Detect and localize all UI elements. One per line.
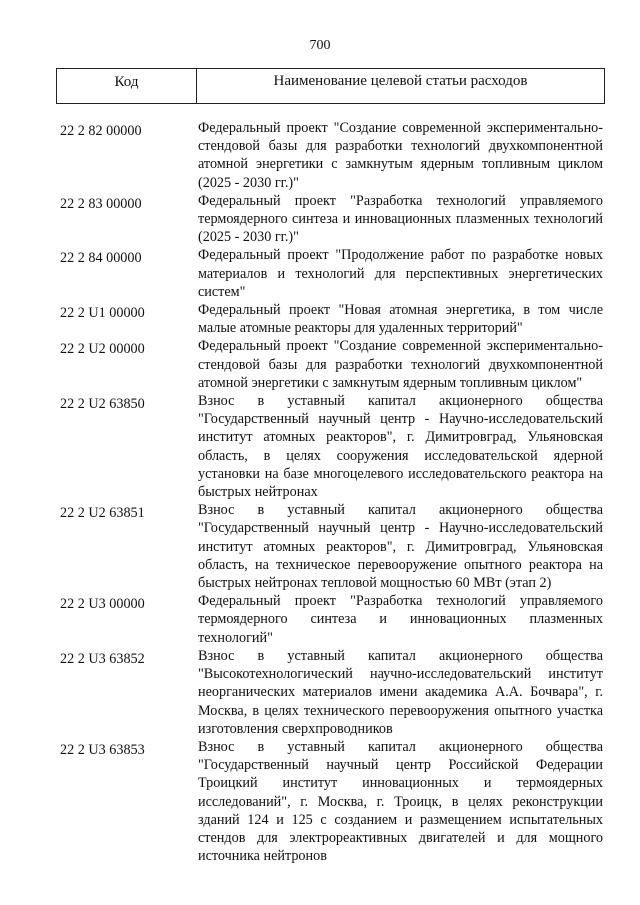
table-row	[0, 337, 640, 392]
table-row	[0, 192, 640, 247]
row-code: 22 2 82 00000	[60, 123, 142, 139]
row-text: Взнос в уставный капитал акционерного общества "Государственный научный центр - Научно-исследовательский институт атомных реакторов", г. Димитровград, Ульяновская область, на техническое перевооружение опытного реактора на быстрых нейтронах тепловой мощностью 60 МВт (этап 2)	[198, 502, 603, 592]
row-code: 22 2 U3 00000	[60, 596, 145, 613]
row-text: Федеральный проект "Новая атомная энергетика, в том числе малые атомные реакторы для удаленных территорий"	[198, 302, 603, 337]
row-code: 22 2 U2 00000	[60, 341, 145, 358]
table-body	[0, 119, 640, 865]
row-text: Федеральный проект "Разработка технологий управляемого термоядерного синтеза и инновационных плазменных технологий"	[198, 593, 603, 646]
table-row	[0, 246, 640, 301]
table-header	[56, 68, 605, 104]
table-row	[0, 501, 640, 592]
row-code: 22 2 84 00000	[60, 250, 142, 267]
row-code: 22 2 U2 63850	[60, 396, 145, 413]
table-row	[0, 301, 640, 337]
row-code: 22 2 U2 63851	[60, 505, 145, 522]
row-code: 22 2 83 00000	[60, 195, 142, 212]
row-text: Взнос в уставный капитал акционерного общества "Государственный научный центр - Научно-исследовательский институт атомных реакторов", г. Димитровград, Ульяновская область, в целях сооружения исследовательской ядерной установки на базе многоцелевого исследовательского реактора на быстрых нейтронах	[198, 393, 603, 501]
row-code: 22 2 U1 00000	[60, 305, 145, 322]
table-row	[0, 592, 640, 647]
table-row	[0, 392, 640, 501]
column-header-name: Наименование целевой статьи расходов	[273, 73, 528, 89]
row-text: Федеральный проект "Создание современной экспериментально-стендовой базы для разработки технологий двухкомпонентной атомной энергетики с замкнутым ядерным топливным циклом"	[198, 338, 603, 391]
page-number: 700	[309, 38, 331, 53]
column-header-code: Код	[57, 69, 197, 103]
row-code: 22 2 U3 63852	[60, 650, 145, 667]
row-text: Федеральный проект "Разработка технологий управляемого термоядерного синтеза и инновационных плазменных технологий (2025 - 2030 гг.)"	[198, 192, 603, 246]
row-text: Федеральный проект "Создание современной экспериментально-стендовой базы для разработки технологий двухкомпонентной атомной энергетики с замкнутым ядерным топливным циклом (2025 - 2030 гг.)"	[198, 120, 603, 191]
row-code: 22 2 U3 63853	[60, 741, 145, 758]
table-row	[0, 647, 640, 738]
row-text: Взнос в уставный капитал акционерного общества "Государственный научный центр Российской Федерации Троицкий институт инновационных и термоядерных исследований", г. Москва, г. Троицк, в целях реконструкции зданий 124 и 125 с созданием и размещением испытательных стендов для электрореактивных двигателей и для мощного источника нейтронов	[198, 738, 603, 865]
row-text: Федеральный проект "Продолжение работ по разработке новых материалов и технологий для перспективных энергетических систем"	[198, 247, 603, 300]
table-row	[0, 738, 640, 865]
table-row	[0, 119, 640, 192]
row-text: Взнос в уставный капитал акционерного общества "Высокотехнологический научно-исследовательский институт неорганических материалов имени академика А.А. Бочвара", г. Москва, в целях технического перевооружения опытного участка изготовления сверхпроводников	[198, 647, 603, 737]
